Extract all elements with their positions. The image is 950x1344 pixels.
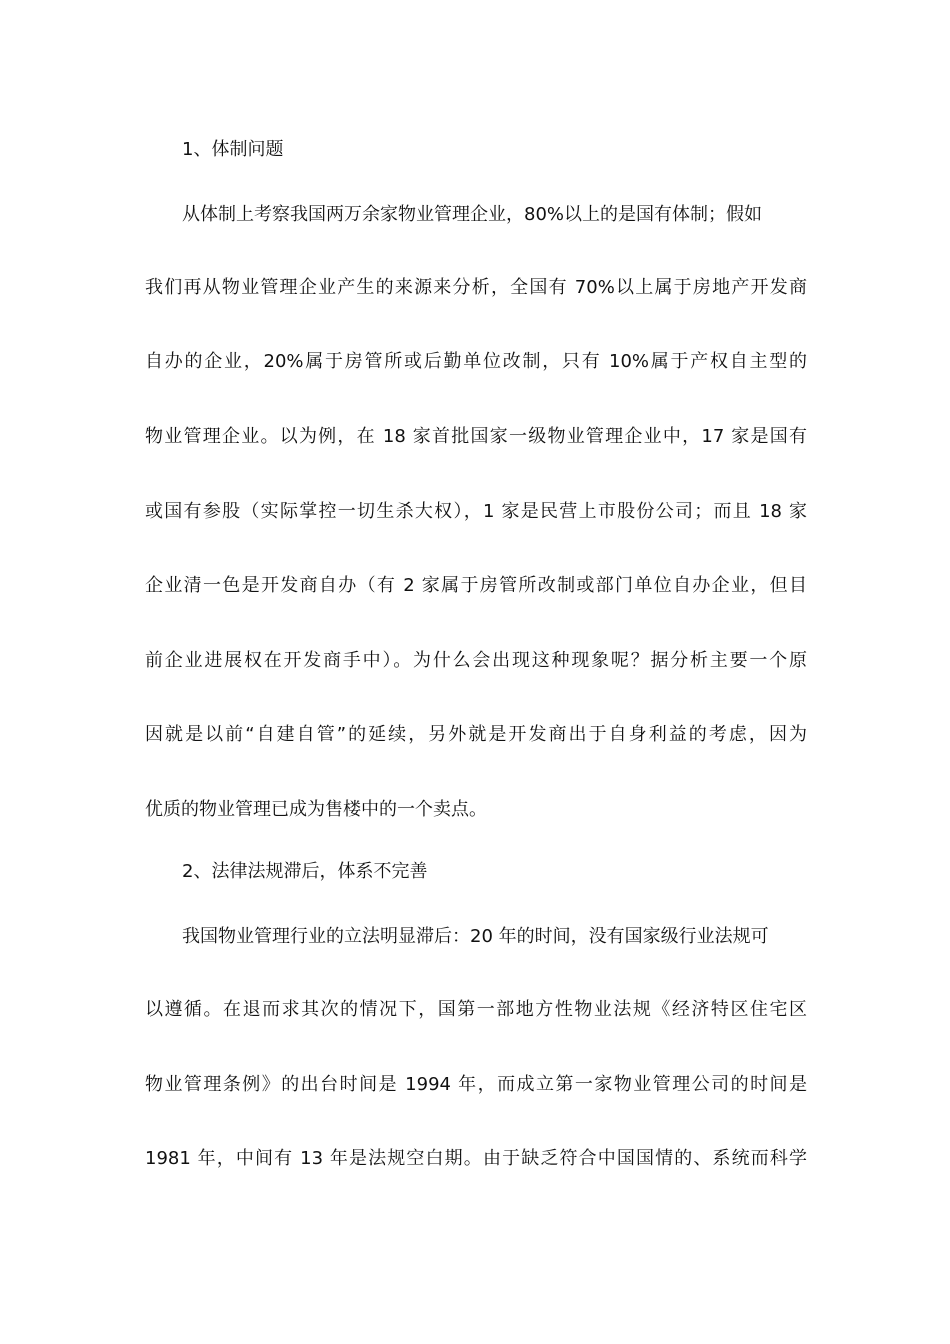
paragraph-line: 自办的企业，20%属于房管所或后勤单位改制，只有 10%属于产权自主型的 [145,351,807,372]
paragraph-line: 企业清一色是开发商自办（有 2 家属于房管所改制或部门单位自办企业，但目 [145,575,807,596]
paragraph-line: 1981 年，中间有 13 年是法规空白期。由于缺乏符合中国国情的、系统而科学 [145,1148,807,1169]
paragraph-line: 从体制上考察我国两万余家物业管理企业，80%以上的是国有体制；假如 [182,204,763,225]
paragraph-line: 因就是以前“自建自管”的延续，另外就是开发商出于自身利益的考虑，因为 [145,724,807,745]
paragraph-line: 我们再从物业管理企业产生的来源来分析，全国有 70%以上属于房地产开发商 [145,277,807,298]
paragraph-line: 前企业进展权在开发商手中）。为什么会出现这种现象呢？据分析主要一个原 [145,650,807,671]
section-heading-2: 2、法律法规滞后，体系不完善 [182,861,428,882]
paragraph-line: 我国物业管理行业的立法明显滞后：20 年的时间，没有国家级行业法规可 [182,926,769,947]
paragraph-line: 以遵循。在退而求其次的情况下，国第一部地方性物业法规《经济特区住宅区 [145,999,807,1020]
paragraph-line: 优质的物业管理已成为售楼中的一个卖点。 [145,799,487,820]
paragraph-line: 物业管理企业。以为例，在 18 家首批国家一级物业管理企业中，17 家是国有 [145,426,807,447]
paragraph-line: 或国有参股（实际掌控一切生杀大权），1 家是民营上市股份公司；而且 18 家 [145,501,807,522]
paragraph-line: 物业管理条例》的出台时间是 1994 年，而成立第一家物业管理公司的时间是 [145,1074,807,1095]
section-heading-1: 1、体制问题 [182,139,284,160]
